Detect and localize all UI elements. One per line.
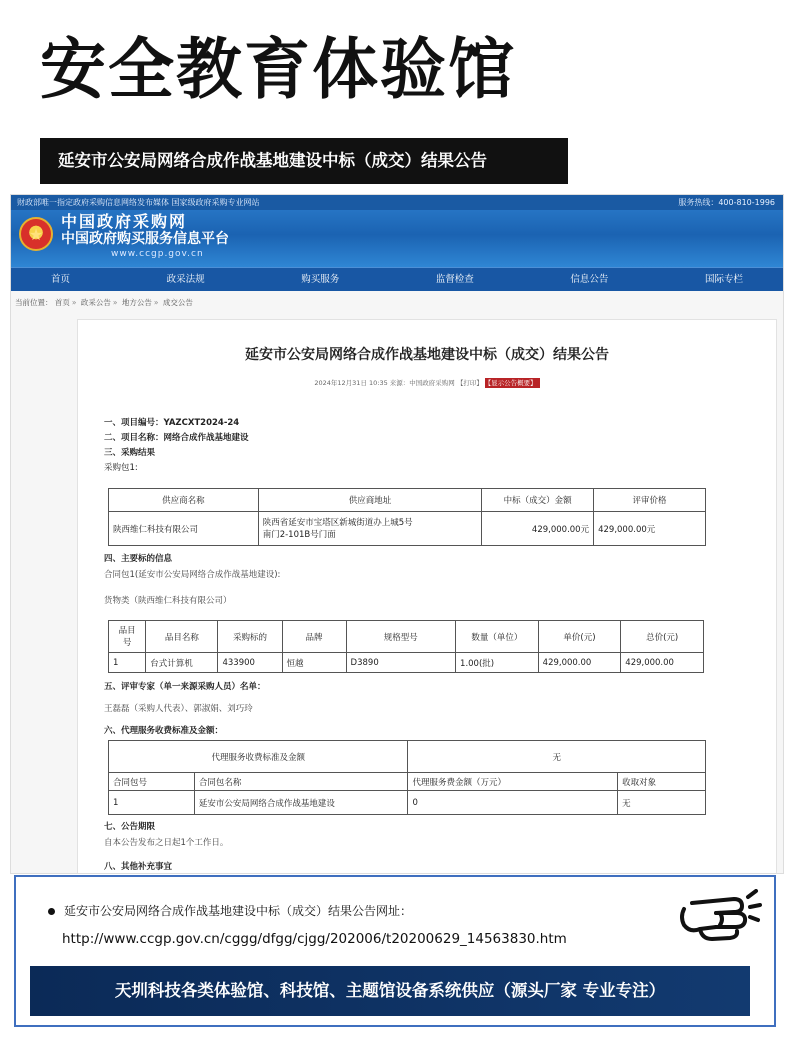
table-cell: 1 [109, 791, 195, 815]
portal-screenshot [10, 194, 784, 874]
breadcrumb-deals[interactable]: 成交公告 [162, 298, 193, 307]
breadcrumb-home[interactable]: 首页 [54, 298, 70, 307]
site-url: www.ccgp.gov.cn [111, 249, 204, 259]
table-cell: 恒越 [282, 653, 346, 673]
supplier-address: 陕西省延安市宝塔区新城街道办上城5号 南门2-101B号门面 [258, 512, 482, 546]
table-header: 供应商地址 [258, 489, 482, 512]
table-cell: 429,000.00 [621, 653, 704, 673]
table-cell: 433900 [218, 653, 282, 673]
table-header: 代理服务收费标准及金额 [109, 741, 408, 773]
site-name[interactable]: 中国政府采购网 [61, 212, 188, 231]
table-cell: 0 [408, 791, 618, 815]
nav-international[interactable]: 国际专栏 [704, 274, 743, 285]
result-table [108, 488, 706, 546]
portal-topline [11, 195, 783, 210]
table-cell: 收取对象 [618, 773, 706, 791]
table-header: 品目 号 [109, 621, 146, 653]
nav-home[interactable]: 首页 [51, 274, 71, 285]
announcement-url[interactable]: http://www.ccgp.gov.cn/cggg/dfgg/cjgg/202006/t20200629_14563830.htm [62, 931, 567, 947]
experts-heading: 五、评审专家（单一来源采购人员）名单： [104, 682, 266, 692]
contract-package: 合同包1(延安市公安局网络合成作战基地建设): [104, 570, 281, 580]
nav-regulations[interactable]: 政采法规 [166, 274, 205, 285]
hotline-text: 服务热线：400-810-1996 [678, 198, 775, 207]
national-emblem-icon: ★ [19, 217, 53, 251]
table-header: 采购标的 [218, 621, 282, 653]
table-cell: 延安市公安局网络合成作战基地建设 [194, 791, 408, 815]
footer-banner: 天圳科技各类体验馆、科技馆、主题馆设备系统供应（源头厂家 专业专注） [30, 966, 750, 1016]
goods-category: 货物类（陕西维仁科技有限公司） [104, 596, 232, 606]
breadcrumb-notices[interactable]: 政采公告 [80, 298, 111, 307]
other-matters-heading: 八、其他补充事宜 [104, 862, 173, 872]
show-summary-button[interactable]: 【显示公告概要】 [485, 378, 540, 388]
table-cell: 台式计算机 [146, 653, 218, 673]
procurement-result-heading: 三、采购结果 [104, 448, 156, 458]
table-cell: 代理服务费金额（万元） [408, 773, 618, 791]
nav-supervision[interactable]: 监督检查 [435, 274, 474, 285]
table-cell: 无 [618, 791, 706, 815]
topline-left-text: 财政部唯一指定政府采购信息网络发布媒体 国家级政府采购专业网站 [17, 198, 260, 207]
bid-amount: 429,000.00元 [482, 512, 594, 546]
fee-table [108, 740, 706, 815]
bullet-icon [48, 908, 55, 915]
table-header: 单价(元) [538, 621, 621, 653]
table-header: 中标（成交）金额 [482, 489, 594, 512]
package-label: 采购包1: [104, 463, 138, 473]
portal-header [11, 195, 783, 267]
table-header: 数量（单位） [456, 621, 539, 653]
subtitle-banner: 延安市公安局网络合成作战基地建设中标（成交）结果公告 [40, 138, 568, 184]
experts-list: 王磊磊（采购人代表）、郭淑娟、刘巧玲 [104, 704, 253, 714]
agency-fee-heading: 六、代理服务收费标准及金额： [104, 726, 224, 736]
table-header: 供应商名称 [109, 489, 259, 512]
review-price: 429,000.00元 [594, 512, 706, 546]
supplier-name: 陕西维仁科技有限公司 [109, 512, 259, 546]
table-row [109, 653, 704, 673]
table-row [109, 512, 706, 546]
breadcrumb-local[interactable]: 地方公告 [121, 298, 152, 307]
table-row [109, 791, 706, 815]
notice-period: 自本公告发布之日起1个工作日。 [104, 838, 229, 848]
breadcrumb: 当前位置： 首页 » 政采公告 » 地方公告 » 成交公告 [15, 298, 193, 307]
breadcrumb-label: 当前位置： [15, 298, 53, 307]
table-cell: 1 [109, 653, 146, 673]
announcement-document [77, 319, 777, 874]
notice-period-heading: 七、公告期限 [104, 822, 156, 832]
table-cell: 合同包名称 [194, 773, 408, 791]
url-label: 延安市公安局网络合成作战基地建设中标（成交）结果公告网址： [64, 904, 413, 918]
table-cell: D3890 [346, 653, 455, 673]
main-items-heading: 四、主要标的信息 [104, 554, 173, 564]
table-cell: 合同包号 [109, 773, 195, 791]
table-header: 品目名称 [146, 621, 218, 653]
site-subtitle: 中国政府购买服务信息平台 [61, 231, 229, 247]
table-header: 规格型号 [346, 621, 455, 653]
table-header: 品牌 [282, 621, 346, 653]
pointing-hand-icon [676, 889, 762, 947]
document-title: 延安市公安局网络合成作战基地建设中标（成交）结果公告 [245, 347, 609, 363]
document-meta [78, 378, 776, 387]
goods-table [108, 620, 704, 673]
nav-services[interactable]: 购买服务 [301, 274, 340, 285]
project-name: 二、项目名称：网络合成作战基地建设 [104, 433, 249, 443]
project-number: 一、项目编号：YAZCXT2024-24 [104, 418, 240, 428]
nav-announcements[interactable]: 信息公告 [570, 274, 609, 285]
table-cell: 429,000.00 [538, 653, 621, 673]
table-header: 无 [408, 741, 706, 773]
table-header: 总价(元) [621, 621, 704, 653]
main-nav [11, 267, 783, 291]
table-cell: 1.00(批) [456, 653, 539, 673]
hero-title: 安全教育体验馆 [40, 31, 516, 108]
table-header: 评审价格 [594, 489, 706, 512]
document-date-source: 2024年12月31日 10:35 来源：中国政府采购网 【打印】 [314, 379, 483, 387]
